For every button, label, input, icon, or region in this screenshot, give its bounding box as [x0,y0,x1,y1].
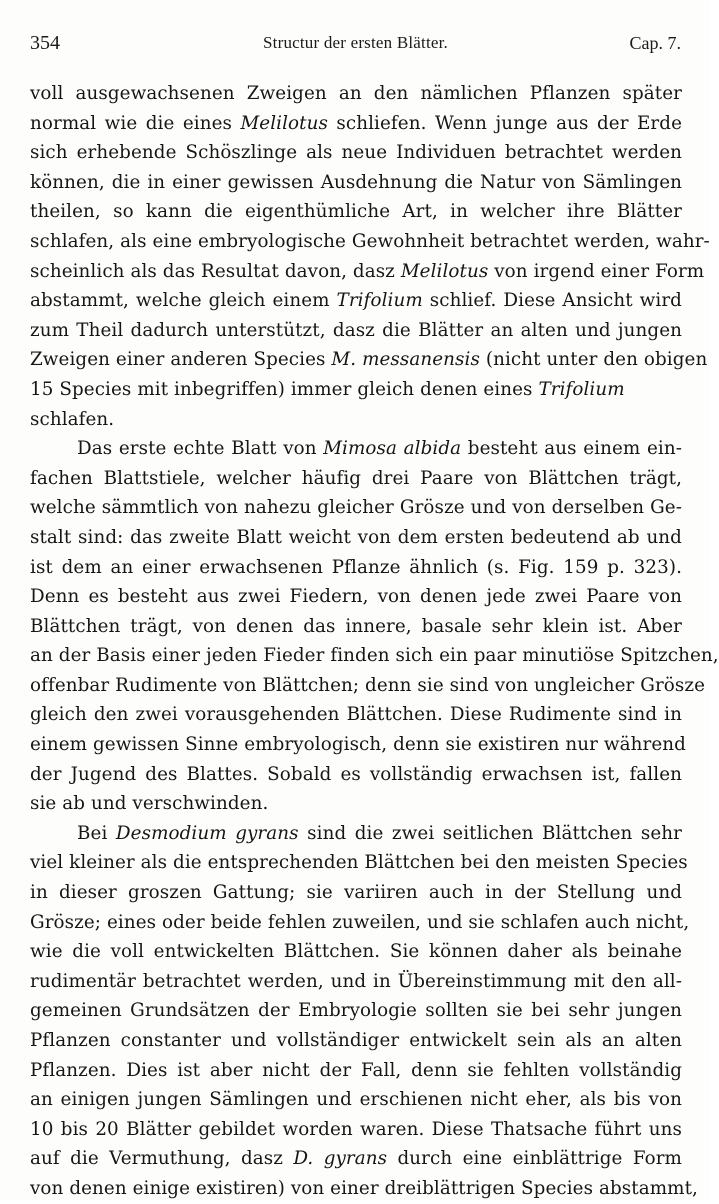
text-run: von irgend einer Form [488,260,705,282]
text-line [30,1085,682,1115]
text-line [30,612,682,642]
text-line [30,908,690,938]
text-line [30,1115,682,1145]
italic-term: Trifolium [538,378,625,400]
text-run: schlief. Diese Ansicht wird [422,290,682,312]
chapter-label: Cap. 7. [629,33,681,53]
text-run: sie ab und verschwinden. [30,793,269,815]
text-line [30,1144,682,1174]
text-line [30,1026,682,1056]
text-run: (nicht unter den obigen [479,349,708,371]
text-line [30,345,708,375]
text-run: stalt sind: das zweite Blatt weicht von dem ersten bedeutend ab und [30,526,682,548]
text-line [30,878,682,908]
text-line [30,464,682,494]
text-run: Pflanzen. Dies ist aber nicht der Fall, denn sie fehlten vollständig [30,1059,682,1081]
text-line [30,109,682,139]
text-run: 10 bis 20 Blätter gebildet worden waren. Diese Thatsache führt uns [30,1118,682,1140]
text-run: schlafen. [30,408,115,430]
italic-term: D. gyrans [293,1148,388,1170]
text-line [30,375,682,405]
text-run: abstammt, welche gleich einem [30,290,337,312]
text-run: an der Basis einer jeden Fieder finden sich ein paar minutiöse Spitzchen, [30,645,719,667]
text-line [30,197,682,227]
text-run: viel kleiner als die entsprechenden Blättchen bei den meisten Species [30,852,688,874]
text-line [30,434,682,464]
running-title: Structur der ersten Blätter. [263,33,448,52]
text-run: an einigen jungen Sämlingen und erschienen nicht eher, als bis von [30,1089,682,1111]
text-run: Denn es besteht aus zwei Fiedern, von denen jede zwei Paare von [30,586,682,608]
page-number: 354 [30,32,60,54]
body-text [30,79,719,1204]
text-line [30,523,682,553]
text-run: auf die Vermuthung, dasz [30,1148,294,1170]
text-line [30,138,682,168]
text-run: gemeinen Grundsätzen der Embryologie sollten sie bei sehr jungen [30,1000,682,1022]
text-run: der Jugend des Blattes. Sobald es vollständig erwachsen ist, fallen [30,763,682,785]
text-line [30,316,682,346]
text-run: von denen einige existiren) von einer dreiblättrigen Species abstammt, [30,1177,698,1199]
italic-term: Melilotus [240,112,328,134]
text-run: sich erhebende Schöszlinge als neue Individuen betrachtet werden [30,142,682,164]
italic-term: Mimosa albida [323,438,462,460]
text-line [30,967,682,997]
text-line [30,671,706,701]
text-line [30,848,688,878]
text-run: welche sämmtlich von nahezu gleicher Grösze und von derselben Ge- [30,497,682,519]
text-line [30,996,682,1026]
text-line [30,819,682,849]
text-run: können, die in einer gewissen Ausdehnung die Natur von Sämlingen [30,171,682,193]
text-run: scheinlich als das Resultat davon, dasz [30,260,401,282]
text-run: Bei [77,822,116,844]
text-run: ist dem an einer erwachsenen Pflanze ähnlich (s. Fig. 159 p. 323). [30,556,682,578]
text-run: sind die zwei seitlichen Blättchen sehr [298,822,683,844]
italic-term: Trifolium [336,290,423,312]
text-run: wie die voll entwickelten Blättchen. Sie können daher als beinahe [30,941,682,963]
text-line [30,582,682,612]
text-run: gleich den zwei vorausgehenden Blättchen. Diese Rudimente sind in [30,704,682,726]
italic-term: M. messanensis [331,349,480,371]
text-line [30,1056,682,1086]
text-run: zum Theil dadurch unterstützt, dasz die Blätter an alten und jungen [30,319,682,341]
text-run: schlafen, als eine embryologische Gewohnheit betrachtet werden, wahr- [30,230,710,252]
text-line [30,286,682,316]
text-run: schliefen. Wenn junge aus der Erde [327,112,682,134]
text-run: Zweigen einer anderen Species [30,349,332,371]
text-run: Blättchen trägt, von denen das innere, basale sehr klein ist. Aber [30,615,682,637]
text-run: Das erste echte Blatt von [77,438,324,460]
text-line [30,760,682,790]
text-run: einem gewissen Sinne embryologisch, denn sie existiren nur während [30,734,686,756]
text-run: 15 Species mit inbegriffen) immer gleich denen eines [30,378,539,400]
text-line [30,730,686,760]
text-run: theilen, so kann die eigenthümliche Art, in welcher ihre Blätter [30,201,682,223]
text-line [30,700,682,730]
text-line [30,1174,698,1204]
text-run: normal wie die eines [30,112,241,134]
text-run: Grösze; eines oder beide fehlen zuweilen, und sie schlafen auch nicht, [30,911,690,933]
text-run: rudimentär betrachtet werden, und in Übereinstimmung mit den all- [30,970,682,992]
text-line [30,79,682,109]
text-line [30,168,682,198]
text-line [30,493,682,523]
text-run: durch eine einblättrige Form [387,1148,682,1170]
text-line [30,641,719,671]
text-run: besteht aus einem ein- [461,438,682,460]
text-line [30,789,682,819]
text-run: voll ausgewachsenen Zweigen an den nämlichen Pflanzen später [30,83,682,104]
text-line [30,257,705,287]
italic-term: Melilotus [400,260,489,282]
italic-term: Desmodium gyrans [115,822,299,844]
running-header [30,32,681,56]
text-line [30,937,682,967]
text-run: in dieser groszen Gattung; sie variiren auch in der Stellung und [30,882,682,904]
text-line [30,405,682,435]
text-run: fachen Blattstiele, welcher häufig drei Paare von Blättchen trägt, [30,467,682,489]
text-line [30,227,710,257]
text-run: offenbar Rudimente von Blättchen; denn sie sind von ungleicher Grösze [30,674,706,696]
text-run: Pflanzen constanter und vollständiger entwickelt sein als an alten [30,1030,682,1051]
text-line [30,553,682,583]
